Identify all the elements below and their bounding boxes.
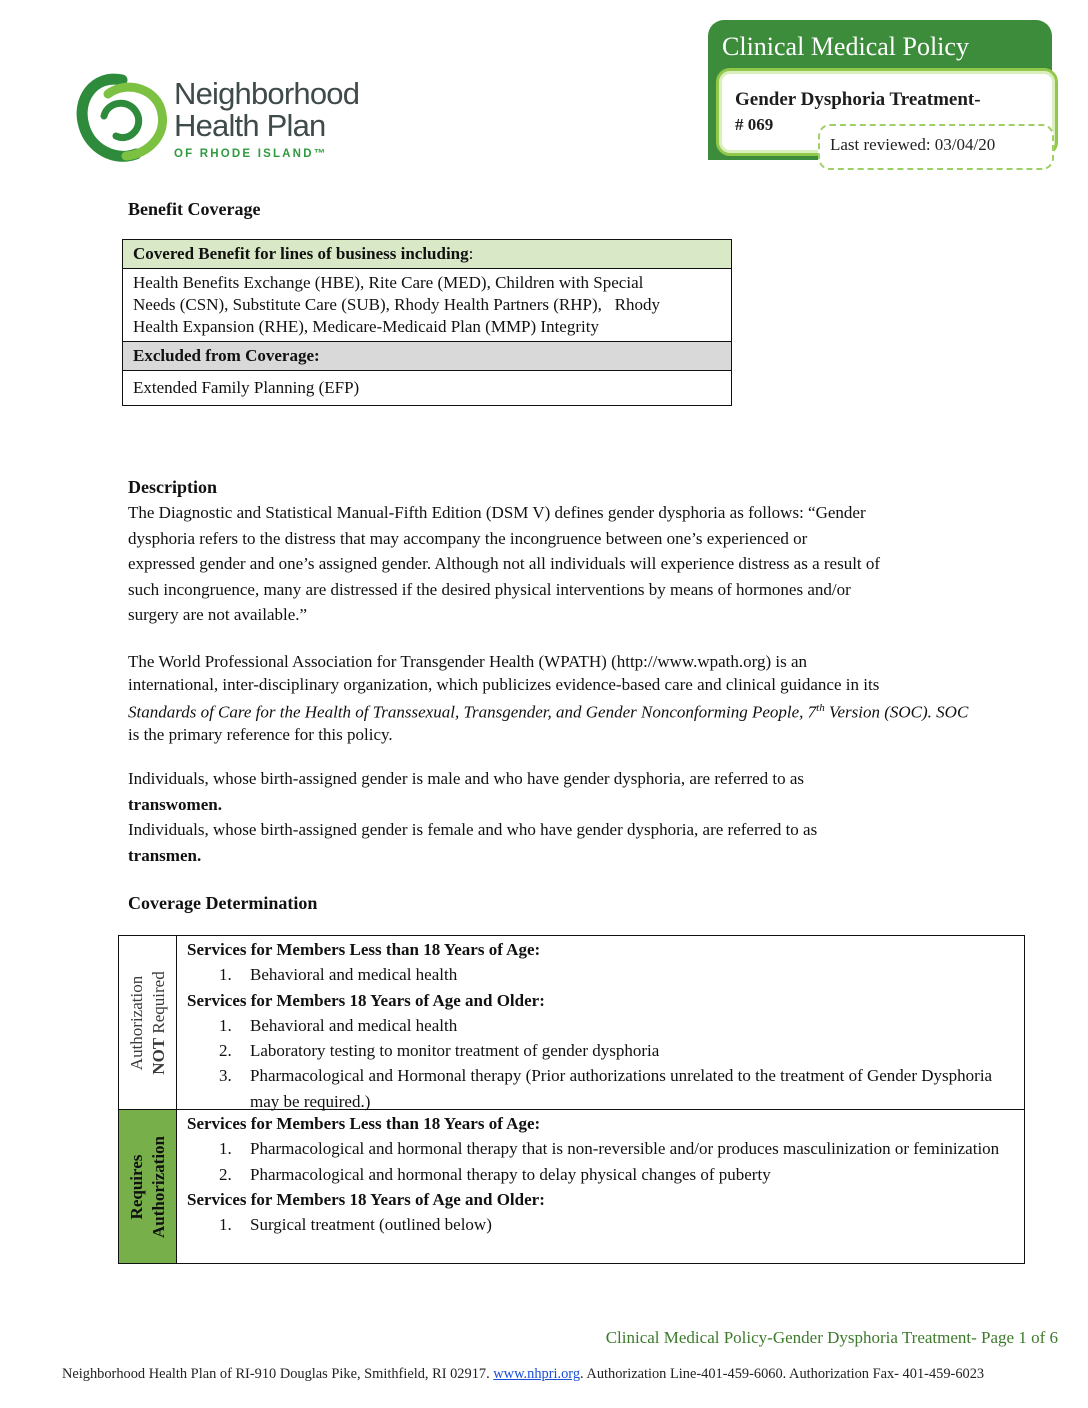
covered-header-colon: : xyxy=(468,244,474,263)
paragraph-line: expressed gender and one’s assigned gender. Although not all individuals will experience distress as a result of xyxy=(128,554,881,573)
paragraph-line: international, inter-disciplinary organization, which publicizes evidence-based care and clinical guidance in its xyxy=(128,674,880,694)
side-label-not: NOT xyxy=(148,1037,168,1075)
side-label-line1: Requires xyxy=(126,1154,146,1219)
term-transmen: transmen. xyxy=(128,845,202,865)
benefit-coverage-heading: Benefit Coverage xyxy=(128,199,261,219)
services-group-heading: Services for Members Less than 18 Years of Age: xyxy=(187,940,541,959)
services-list xyxy=(187,1212,1016,1237)
soc-version: Version (SOC). SOC xyxy=(824,702,969,722)
list-item-number: 1. xyxy=(219,1215,232,1235)
no-authorization-row xyxy=(119,936,1024,1110)
excluded-value: Extended Family Planning (EFP) xyxy=(123,371,732,406)
paragraph-line: The Diagnostic and Statistical Manual-Fifth Edition (DSM V) defines gender dysphoria as follows: “Gender xyxy=(128,503,866,522)
policy-tab-title: Clinical Medical Policy xyxy=(722,32,969,61)
list-item xyxy=(187,1212,1016,1237)
paragraph-line: Individuals, whose birth-assigned gender is female and who have gender dysphoria, are referred to as xyxy=(128,820,818,839)
requires-authorization-row xyxy=(119,1110,1024,1263)
logo-name-line2: Health Plan xyxy=(174,108,326,143)
logo-swirl-icon xyxy=(74,70,170,165)
list-item-text: Surgical treatment (outlined below) xyxy=(250,1215,492,1235)
list-item-text: Laboratory testing to monitor treatment of gender dysphoria xyxy=(250,1041,660,1061)
paragraph-line: such incongruence, many are distressed if the desired physical interventions by means of hormones and/or xyxy=(128,579,851,599)
footer-address-text: Neighborhood Health Plan of RI-910 Douglas Pike, Smithfield, RI 02917. xyxy=(62,1366,494,1382)
side-label-line2: Authorization xyxy=(148,1135,168,1238)
list-item-number: 2. xyxy=(219,1041,232,1061)
coverage-determination-table xyxy=(118,935,1025,1264)
paragraph-line: dysphoria refers to the distress that may accompany the incongruence between one’s experienced or xyxy=(128,528,808,548)
logo-subtitle: OF RHODE ISLAND™ xyxy=(174,148,328,160)
description-heading: Description xyxy=(128,477,217,497)
requires-authorization-label xyxy=(126,1136,170,1238)
paragraph-line: The World Professional Association for Transgender Health (WPATH) (http://www.wpath.org) is an xyxy=(128,652,808,671)
covered-header-cell xyxy=(123,240,732,269)
list-item xyxy=(187,1038,1016,1063)
list-item-text: Behavioral and medical health xyxy=(250,1015,458,1035)
side-label-line1: Authorization xyxy=(126,975,146,1070)
term-transwomen: transwomen. xyxy=(128,794,222,814)
services-group-heading: Services for Members 18 Years of Age and Older: xyxy=(187,1189,545,1209)
services-group-heading: Services for Members Less than 18 Years of Age: xyxy=(187,1114,541,1133)
list-item-number: 2. xyxy=(219,1164,232,1184)
list-item-number: 1. xyxy=(219,1015,232,1035)
covered-header: Covered Benefit for lines of business including xyxy=(133,244,469,263)
services-list xyxy=(187,1136,1016,1187)
website-link[interactable]: www.nhpri.org xyxy=(493,1366,581,1382)
list-item-text: Pharmacological and Hormonal therapy (Prior authorizations unrelated to the treatment of Gender Dysphoria may be required.) xyxy=(250,1066,993,1111)
covered-header-row xyxy=(123,240,732,269)
list-item xyxy=(187,1162,1016,1187)
soc-title: Standards of Care for the Health of Transsexual, Transgender, and Gender Nonconforming People, 7 xyxy=(128,702,817,722)
covered-line: Needs (CSN), Substitute Care (SUB), Rhody Health Partners (RHP), Rhody xyxy=(133,295,660,314)
logo-name-line1: Neighborhood xyxy=(174,76,360,111)
excluded-header-row xyxy=(123,342,732,371)
no-authorization-label xyxy=(126,971,170,1074)
last-reviewed-date: Last reviewed: 03/04/20 xyxy=(830,135,996,154)
policy-number: # 069 xyxy=(735,115,774,134)
last-reviewed-box xyxy=(818,124,1054,170)
coverage-determination-heading: Coverage Determination xyxy=(128,893,318,913)
list-item-number: 3. xyxy=(219,1066,232,1086)
requires-authorization-services xyxy=(187,1111,1016,1237)
list-item-number: 1. xyxy=(219,965,232,985)
list-item-text: Pharmacological and hormonal therapy to delay physical changes of puberty xyxy=(250,1164,771,1184)
soc-edition-sup: th xyxy=(816,701,825,714)
policy-name: Gender Dysphoria Treatment- xyxy=(735,89,981,110)
benefit-coverage-table xyxy=(122,239,732,406)
list-item xyxy=(187,962,1016,987)
services-list xyxy=(187,962,1016,987)
no-authorization-services xyxy=(187,937,1016,1114)
services-group-heading: Services for Members 18 Years of Age and Older: xyxy=(187,990,545,1010)
no-authorization-side-cell xyxy=(119,936,177,1109)
requires-authorization-side-cell xyxy=(119,1110,177,1263)
list-item-text: Behavioral and medical health xyxy=(250,965,458,985)
list-item xyxy=(187,1136,1016,1161)
footer-contact-text: . Authorization Line-401-459-6060. Authorization Fax- 401-459-6023 xyxy=(580,1366,985,1382)
description-paragraph-dsm xyxy=(128,500,958,628)
footer-page-title: Clinical Medical Policy-Gender Dysphoria Treatment- Page 1 of 6 xyxy=(605,1328,1058,1347)
excluded-value-row xyxy=(123,371,732,406)
excluded-header: Excluded from Coverage: xyxy=(123,342,732,371)
covered-line: Health Expansion (RHE), Medicare-Medicaid Plan (MMP) Integrity xyxy=(133,317,599,336)
paragraph-line: surgery are not available.” xyxy=(128,605,308,624)
covered-lines-cell xyxy=(123,269,732,342)
footer-address xyxy=(62,1366,984,1383)
paragraph-line: Individuals, whose birth-assigned gender is male and who have gender dysphoria, are referred to as xyxy=(128,769,804,788)
list-item-text: Pharmacological and hormonal therapy that is non-reversible and/or produces masculinization or feminization xyxy=(250,1139,1000,1159)
soc-title-line xyxy=(128,697,969,724)
list-item xyxy=(187,1063,1016,1114)
paragraph-line: is the primary reference for this policy. xyxy=(128,725,393,745)
list-item xyxy=(187,1013,1016,1038)
description-paragraph-wpath xyxy=(128,651,969,747)
services-list xyxy=(187,1013,1016,1114)
side-label-required: Required xyxy=(148,970,168,1038)
side-label-line2 xyxy=(148,971,170,1074)
description-paragraph-transwomen xyxy=(128,766,958,817)
organization-logo xyxy=(74,70,404,165)
covered-lines-row xyxy=(123,269,732,342)
list-item-number: 1. xyxy=(219,1139,232,1159)
description-paragraph-transmen xyxy=(128,817,958,868)
covered-line: Health Benefits Exchange (HBE), Rite Care (MED), Children with Special xyxy=(133,273,644,292)
